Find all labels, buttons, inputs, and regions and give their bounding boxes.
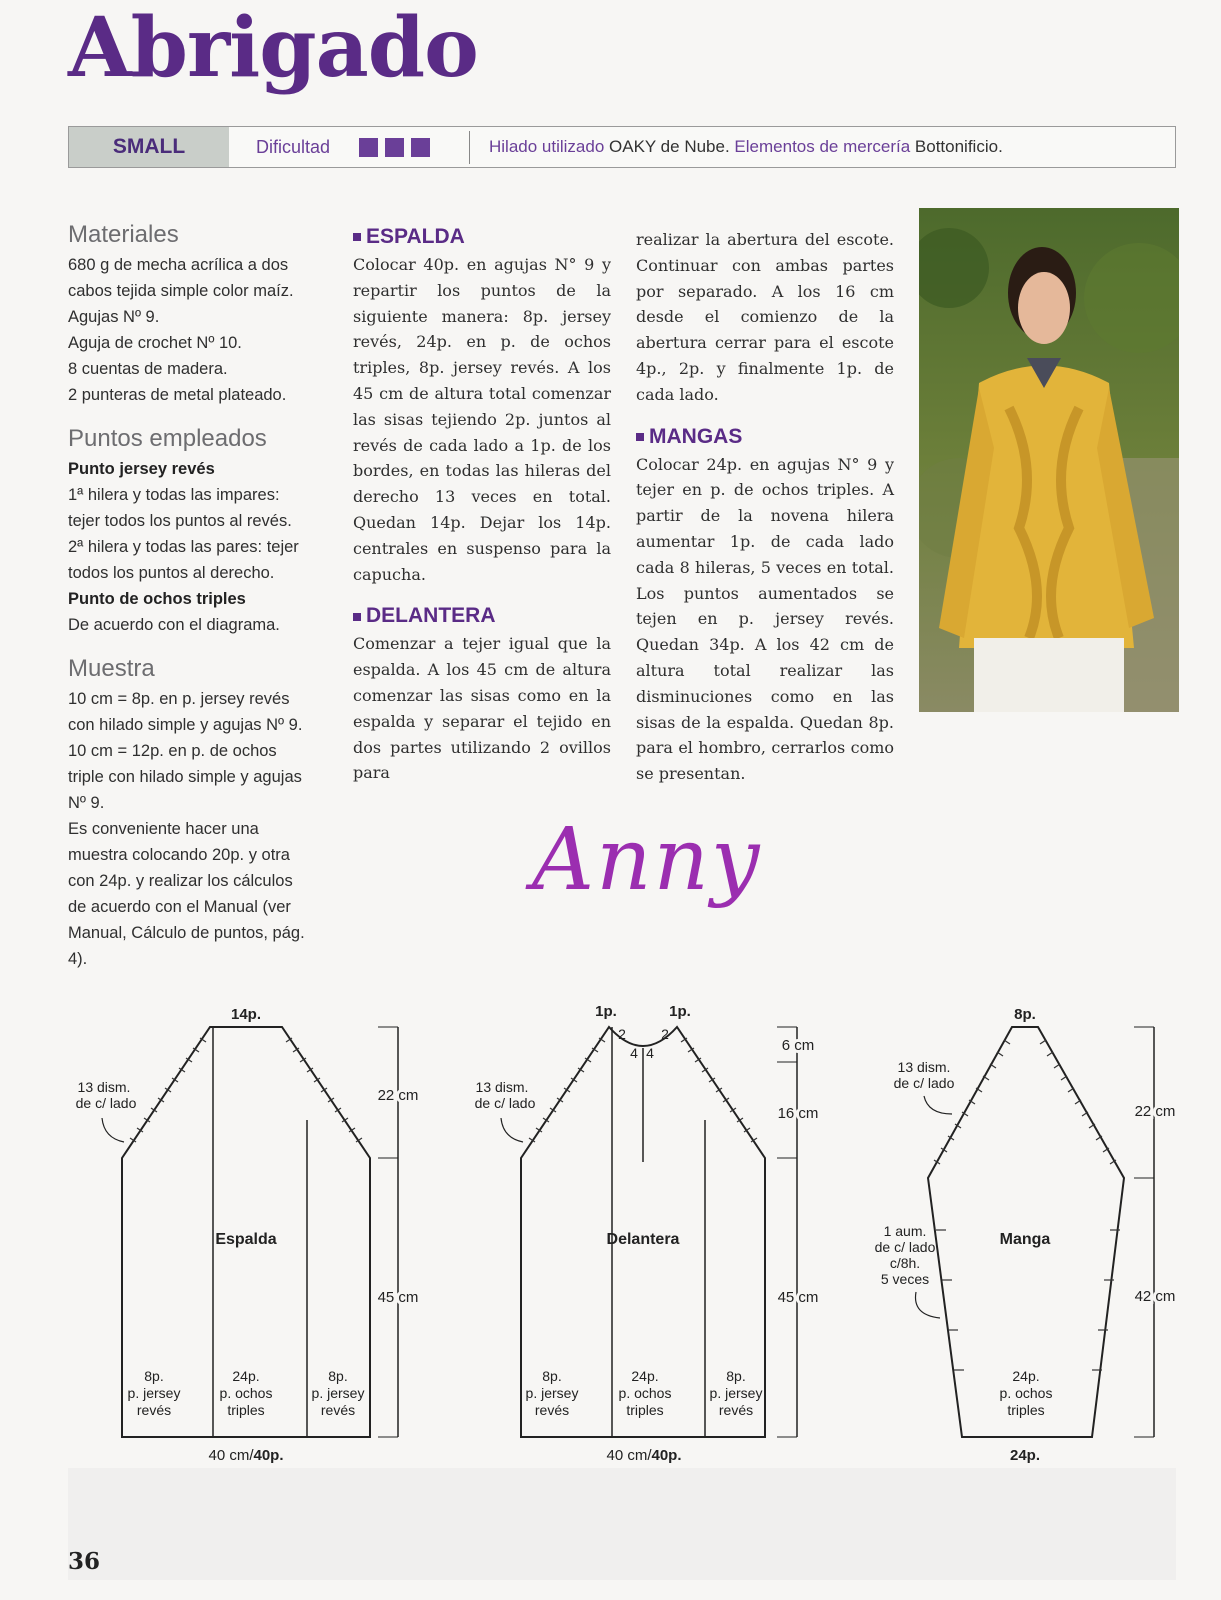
svg-text:p. jersey: p. jersey — [127, 1385, 181, 1401]
stitch-name: Punto jersey revés — [68, 460, 215, 478]
svg-text:8p.: 8p. — [144, 1368, 164, 1384]
svg-text:24p.: 24p. — [1012, 1368, 1040, 1384]
svg-text:p. ochos: p. ochos — [618, 1385, 672, 1401]
svg-text:22 cm: 22 cm — [377, 1087, 419, 1104]
espalda-dism-label: de c/ lado — [75, 1095, 137, 1111]
svg-text:de c/ lado: de c/ lado — [474, 1095, 536, 1111]
left-column — [68, 218, 306, 972]
difficulty-rating — [359, 138, 437, 158]
delantera-heading: DELANTERA — [353, 601, 611, 631]
espalda-dism-label: 13 dism. — [77, 1079, 131, 1095]
espalda-heading: ESPALDA — [353, 222, 611, 252]
svg-text:revés: revés — [718, 1402, 754, 1418]
materiales-heading: Materiales — [68, 221, 179, 248]
size-label: SMALL — [69, 127, 229, 167]
svg-text:de c/ lado: de c/ lado — [874, 1239, 936, 1255]
delantera-name: Delantera — [606, 1231, 680, 1248]
svg-text:5 veces: 5 veces — [880, 1271, 930, 1287]
svg-text:8p.: 8p. — [542, 1368, 562, 1384]
svg-text:24p.: 24p. — [631, 1368, 659, 1384]
espalda-diagram — [76, 1006, 419, 1464]
svg-text:42 cm: 42 cm — [1134, 1288, 1176, 1305]
page-title: Abrigado — [68, 0, 478, 96]
materiales-line: Agujas Nº 9. — [68, 308, 160, 326]
espalda-text: Colocar 40p. en agujas N° 9 y repartir los puntos de la siguiente manera: 8p. jersey revés, 24p. en p. de ochos triples, 8p. jersey revés. A los 45 cm de altura total comenzar las sisas tejiendo 2p. juntos al revés de cada lado a 1p. de los bordes, en todas las hileras del derecho 13 veces en total. Quedan 14p. Dejar los 14p. centrales en suspenso para la capucha. — [353, 255, 611, 584]
espalda-name: Espalda — [215, 1231, 277, 1248]
manga-name: Manga — [999, 1231, 1051, 1248]
espalda-width-label: 40 cm/40p. — [208, 1447, 284, 1464]
espalda-top-label: 14p. — [230, 1006, 262, 1023]
svg-text:22 cm: 22 cm — [1134, 1103, 1176, 1120]
muestra-line: 10 cm = 12p. en p. de ochos triple con hilado simple y agujas Nº 9. — [68, 742, 302, 812]
materiales-line: 8 cuentas de madera. — [68, 360, 228, 378]
svg-text:p. jersey: p. jersey — [311, 1385, 365, 1401]
svg-text:revés: revés — [320, 1402, 356, 1418]
yarn-value: OAKY de Nube. — [609, 137, 730, 156]
svg-text:p. ochos: p. ochos — [999, 1385, 1053, 1401]
svg-text:45 cm: 45 cm — [377, 1289, 419, 1306]
svg-text:p. jersey: p. jersey — [525, 1385, 579, 1401]
yarn-info — [489, 127, 1003, 167]
divider — [469, 131, 470, 164]
svg-text:45 cm: 45 cm — [777, 1289, 819, 1306]
muestra-line: 10 cm = 8p. en p. jersey revés con hilado simple y agujas Nº 9. — [68, 690, 303, 734]
materiales-line: 2 punteras de metal plateado. — [68, 386, 287, 404]
svg-text:13 dism.: 13 dism. — [897, 1059, 951, 1075]
svg-text:24p.: 24p. — [232, 1368, 260, 1384]
stitch-text: 1ª hilera y todas las impares: tejer todos los puntos al revés. — [68, 486, 292, 530]
background-bleed — [68, 1468, 1176, 1580]
svg-text:16 cm: 16 cm — [777, 1105, 819, 1122]
model-photo-image — [919, 208, 1179, 712]
difficulty-square-icon — [385, 138, 404, 157]
svg-text:triples: triples — [1007, 1402, 1045, 1418]
svg-text:de c/ lado: de c/ lado — [893, 1075, 955, 1091]
model-photo — [919, 208, 1179, 712]
svg-text:40 cm/40p.: 40 cm/40p. — [606, 1447, 682, 1464]
delantera-text: Comenzar a tejer igual que la espalda. A los 45 cm de altura comenzar las sisas como en la espalda y separar el tejido en dos partes utilizando 2 ovillos para — [353, 634, 611, 783]
stitch-text: De acuerdo con el diagrama. — [68, 616, 280, 634]
watermark-text: Anny — [532, 810, 762, 910]
pattern-info-bar — [68, 126, 1176, 168]
difficulty-label: Dificultad — [256, 137, 331, 157]
middle-column — [353, 222, 611, 786]
muestra-heading: Muestra — [68, 655, 155, 682]
svg-text:revés: revés — [136, 1402, 172, 1418]
stitch-text: 2ª hilera y todas las pares: tejer todos los puntos al derecho. — [68, 538, 299, 582]
svg-text:revés: revés — [534, 1402, 570, 1418]
svg-text:8p.: 8p. — [328, 1368, 348, 1384]
svg-text:1p.: 1p. — [669, 1003, 691, 1020]
svg-text:triples: triples — [227, 1402, 265, 1418]
manga-diagram — [875, 1006, 1176, 1464]
puntos-heading: Puntos empleados — [68, 425, 267, 452]
svg-text:1 aum.: 1 aum. — [883, 1223, 927, 1239]
svg-text:c/8h.: c/8h. — [889, 1255, 921, 1271]
svg-text:13 dism.: 13 dism. — [475, 1079, 529, 1095]
notions-label: Elementos de mercería — [734, 137, 911, 156]
svg-text:triples: triples — [626, 1402, 664, 1418]
svg-text:p. jersey: p. jersey — [709, 1385, 763, 1401]
svg-text:24p.: 24p. — [1009, 1447, 1041, 1464]
difficulty-square-icon — [411, 138, 430, 157]
pattern-diagrams — [0, 990, 1221, 1470]
svg-text:6 cm: 6 cm — [781, 1037, 815, 1054]
difficulty-square-icon — [359, 138, 378, 157]
stitch-name: Punto de ochos triples — [68, 590, 246, 608]
notions-value: Bottonificio. — [914, 137, 1003, 156]
right-column — [636, 227, 894, 787]
svg-text:4: 4 — [646, 1045, 654, 1061]
svg-text:2: 2 — [618, 1026, 626, 1042]
mangas-text: Colocar 24p. en agujas N° 9 y tejer en p. de ochos triples. A partir de la novena hilera aumentar 1p. de cada lado cada 8 hileras, 5 veces en total. Los puntos aumentados se tejen en p. jersey revés. Quedan 34p. A los 42 cm de altura total realizar las disminuciones como en las sisas de la espalda. Quedan 8p. para el hombro, cerrarlos como se presentan. — [636, 454, 894, 784]
svg-text:8p.: 8p. — [1014, 1006, 1036, 1023]
delantera-text-cont: realizar la abertura del escote. Continuar con ambas partes por separado. A los 16 cm desde el comienzo de la abertura cerrar para el escote 4p., 2p. y finalmente 1p. de cada lado. — [636, 230, 894, 404]
materiales-line: Aguja de crochet Nº 10. — [68, 334, 242, 352]
svg-text:1p.: 1p. — [595, 1003, 617, 1020]
svg-text:2: 2 — [661, 1026, 669, 1042]
delantera-diagram — [475, 1003, 819, 1464]
svg-text:p. ochos: p. ochos — [219, 1385, 273, 1401]
muestra-line: Es conveniente hacer una muestra colocando 20p. y otra con 24p. y realizar los cálculos de acuerdo con el Manual (ver Manual, Cálculo de puntos, pág. 4). — [68, 820, 305, 968]
svg-text:8p.: 8p. — [726, 1368, 746, 1384]
mangas-heading: MANGAS — [636, 422, 894, 452]
yarn-label: Hilado utilizado — [489, 137, 605, 156]
materiales-line: 680 g de mecha acrílica a dos cabos tejida simple color maíz. — [68, 256, 294, 300]
svg-text:4: 4 — [630, 1045, 638, 1061]
page-number: 36 — [68, 1548, 101, 1575]
